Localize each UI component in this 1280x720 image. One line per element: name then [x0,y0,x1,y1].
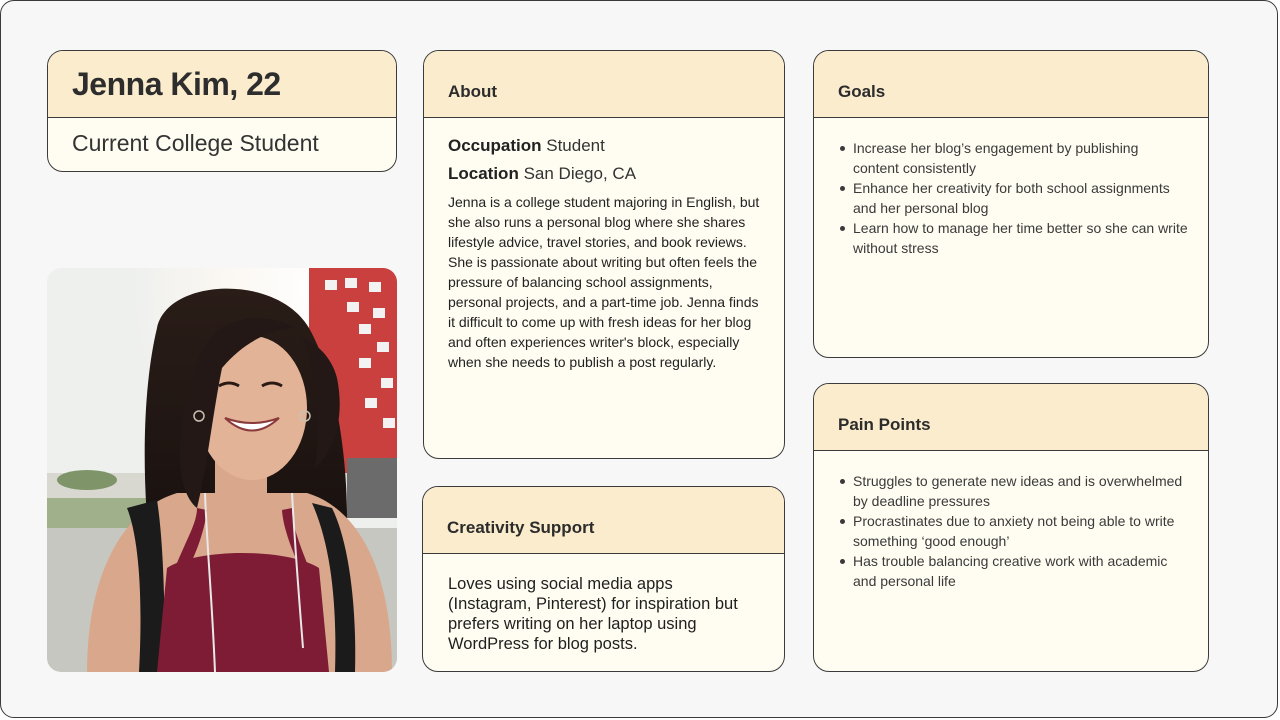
goals-card [813,50,1209,358]
goals-list [814,118,1208,258]
occupation-row [448,136,760,156]
about-title: About [448,82,498,101]
creativity-support-card [422,486,785,672]
pain-point-item: Has trouble balancing creative work with academic and personal life [853,551,1188,591]
name-card-header [48,51,396,118]
about-header [424,51,784,118]
goals-header [814,51,1208,118]
occupation-value: Student [546,136,605,155]
about-body [424,118,784,372]
persona-name: Jenna Kim, 22 [72,65,281,102]
pain-points-title: Pain Points [838,415,931,434]
occupation-label: Occupation [448,136,542,155]
about-card [423,50,785,459]
creativity-text: Loves using social media apps (Instagram, Pinterest) for inspiration but prefers writing on her laptop using WordPress for blog posts. [448,575,738,653]
location-label: Location [448,164,519,183]
goal-item: Enhance her creativity for both school assignments and her personal blog [853,178,1188,218]
creativity-title: Creativity Support [447,518,595,537]
pain-point-item: Struggles to generate new ideas and is overwhelmed by deadline pressures [853,471,1188,511]
pain-points-header [814,384,1208,451]
pain-points-list [814,451,1208,591]
goals-title: Goals [838,82,886,101]
location-row [448,164,760,184]
about-description: Jenna is a college student majoring in English, but she also runs a personal blog where she shares lifestyle advice, travel stories, and book reviews. She is passionate about writing but often feels the pressure of balancing school assignments, personal projects, and a part-time job. Jenna finds it difficult to come up with fresh ideas for her blog and often experiences writer's block, especially when she needs to publish a post regularly. [448,194,760,370]
creativity-header [423,487,784,554]
goal-item: Increase her blog’s engagement by publishing content consistently [853,138,1188,178]
portrait-photo [47,268,397,672]
pain-points-card [813,383,1209,672]
name-card [47,50,397,172]
pain-point-item: Procrastinates due to anxiety not being able to write something ‘good enough’ [853,511,1188,551]
goal-item: Learn how to manage her time better so she can write without stress [853,220,1188,256]
location-value: San Diego, CA [523,164,637,183]
persona-subtitle: Current College Student [72,130,319,156]
